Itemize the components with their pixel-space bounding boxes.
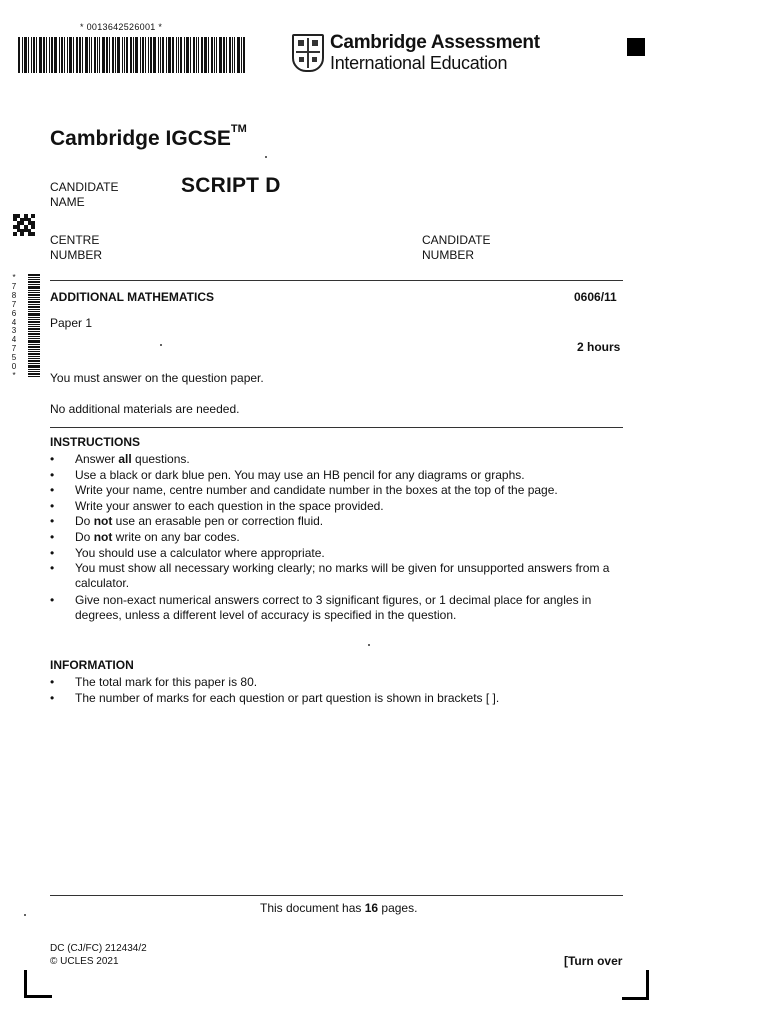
bullet-icon: • <box>50 467 55 482</box>
stray-mark <box>368 644 370 646</box>
side-barcode-digit: * <box>12 370 16 380</box>
centre-number-label: CENTRE NUMBER <box>50 233 103 262</box>
side-barcode-digit: 6 <box>11 308 17 318</box>
candidate-number-label: CANDIDATE NUMBER <box>422 233 491 262</box>
crop-mark-right <box>646 970 649 1000</box>
paper-number: Paper 1 <box>50 316 93 330</box>
bullet-icon: • <box>50 452 55 466</box>
instruction-item: You must show all necessary working clearly; no marks will be given for unsupported answers from a calculator. <box>75 561 610 591</box>
instruction-item: Use a black or dark blue pen. You may use an HB pencil for any diagrams or graphs. <box>75 467 525 482</box>
instruction-item: Answer all questions. <box>75 452 190 466</box>
turn-over: [Turn over <box>564 954 623 968</box>
instruction-item: Do not write on any bar codes. <box>75 530 240 544</box>
barcode-number: * 0013642526001 * <box>80 22 163 32</box>
subject-title: ADDITIONAL MATHEMATICS <box>50 290 214 304</box>
stray-mark <box>265 156 267 158</box>
side-barcode-digit: 7 <box>11 344 17 354</box>
logo-line-1: Cambridge Assessment <box>330 32 540 53</box>
qr-code <box>13 214 35 236</box>
materials-note: No additional materials are needed. <box>50 402 240 416</box>
stray-mark <box>160 344 162 346</box>
bullet-icon: • <box>50 498 55 513</box>
instruction-item: Do not use an erasable pen or correction fluid. <box>75 514 324 529</box>
bullet-icon: • <box>50 514 55 529</box>
side-barcode-digit: 7 <box>11 281 17 291</box>
information-item: The number of marks for each question or part question is shown in brackets [ ]. <box>75 691 500 705</box>
bullet-icon: • <box>50 545 55 560</box>
bullet-icon: • <box>50 561 55 576</box>
instruction-item: Write your answer to each question in the space provided. <box>75 498 384 513</box>
side-barcode-digit: 3 <box>11 326 17 336</box>
side-barcode-digit: 4 <box>11 335 17 345</box>
crop-mark-left <box>24 970 27 998</box>
stray-mark <box>24 914 26 916</box>
candidate-name-label: CANDIDATE NAME <box>50 180 119 209</box>
paper-code: 0606/11 <box>574 290 617 304</box>
answer-note: You must answer on the question paper. <box>50 371 264 385</box>
side-barcode-digits <box>10 274 18 381</box>
instruction-item: Write your name, centre number and candidate number in the boxes at the top of the page. <box>75 483 558 498</box>
cambridge-logo <box>292 33 540 73</box>
instruction-item: Give non-exact numerical answers correct to 3 significant figures, or 1 decimal place for angles in degrees, unless a different level of accuracy is specified in the question. <box>75 593 592 623</box>
divider-top <box>50 280 623 281</box>
logo-line-2: International Education <box>330 53 508 73</box>
crop-mark-left <box>24 995 52 998</box>
top-barcode <box>18 37 274 73</box>
side-barcode <box>8 274 40 416</box>
side-barcode-digit: 7 <box>11 299 17 309</box>
side-barcode-digit: 5 <box>11 353 17 363</box>
page-count-note: This document has 16 pages. <box>260 901 418 915</box>
duration: 2 hours <box>577 340 621 354</box>
bullet-icon: • <box>50 691 55 705</box>
side-barcode-digit: 0 <box>11 362 17 372</box>
divider-middle <box>50 427 623 428</box>
side-barcode-digit: 4 <box>11 317 17 327</box>
bullet-icon: • <box>50 530 55 544</box>
crest-icon <box>292 34 324 72</box>
corner-marker <box>627 38 645 56</box>
bullet-icon: • <box>50 675 55 689</box>
crop-mark-right <box>622 997 649 1000</box>
information-item: The total mark for this paper is 80. <box>75 675 258 689</box>
candidate-name-value: SCRIPT D <box>181 174 281 197</box>
instructions-heading: INSTRUCTIONS <box>50 435 140 449</box>
side-barcode-digit: * <box>12 273 16 282</box>
information-heading: INFORMATION <box>50 658 134 672</box>
bullet-icon: • <box>50 593 55 608</box>
instruction-item: You should use a calculator where appropriate. <box>75 545 325 560</box>
document-code: DC (CJ/FC) 212434/2 © UCLES 2021 <box>50 943 147 967</box>
divider-bottom <box>50 895 623 896</box>
bullet-icon: • <box>50 483 55 498</box>
side-barcode-digit: 8 <box>11 290 17 300</box>
qualification-title: Cambridge IGCSE™ <box>50 123 247 150</box>
